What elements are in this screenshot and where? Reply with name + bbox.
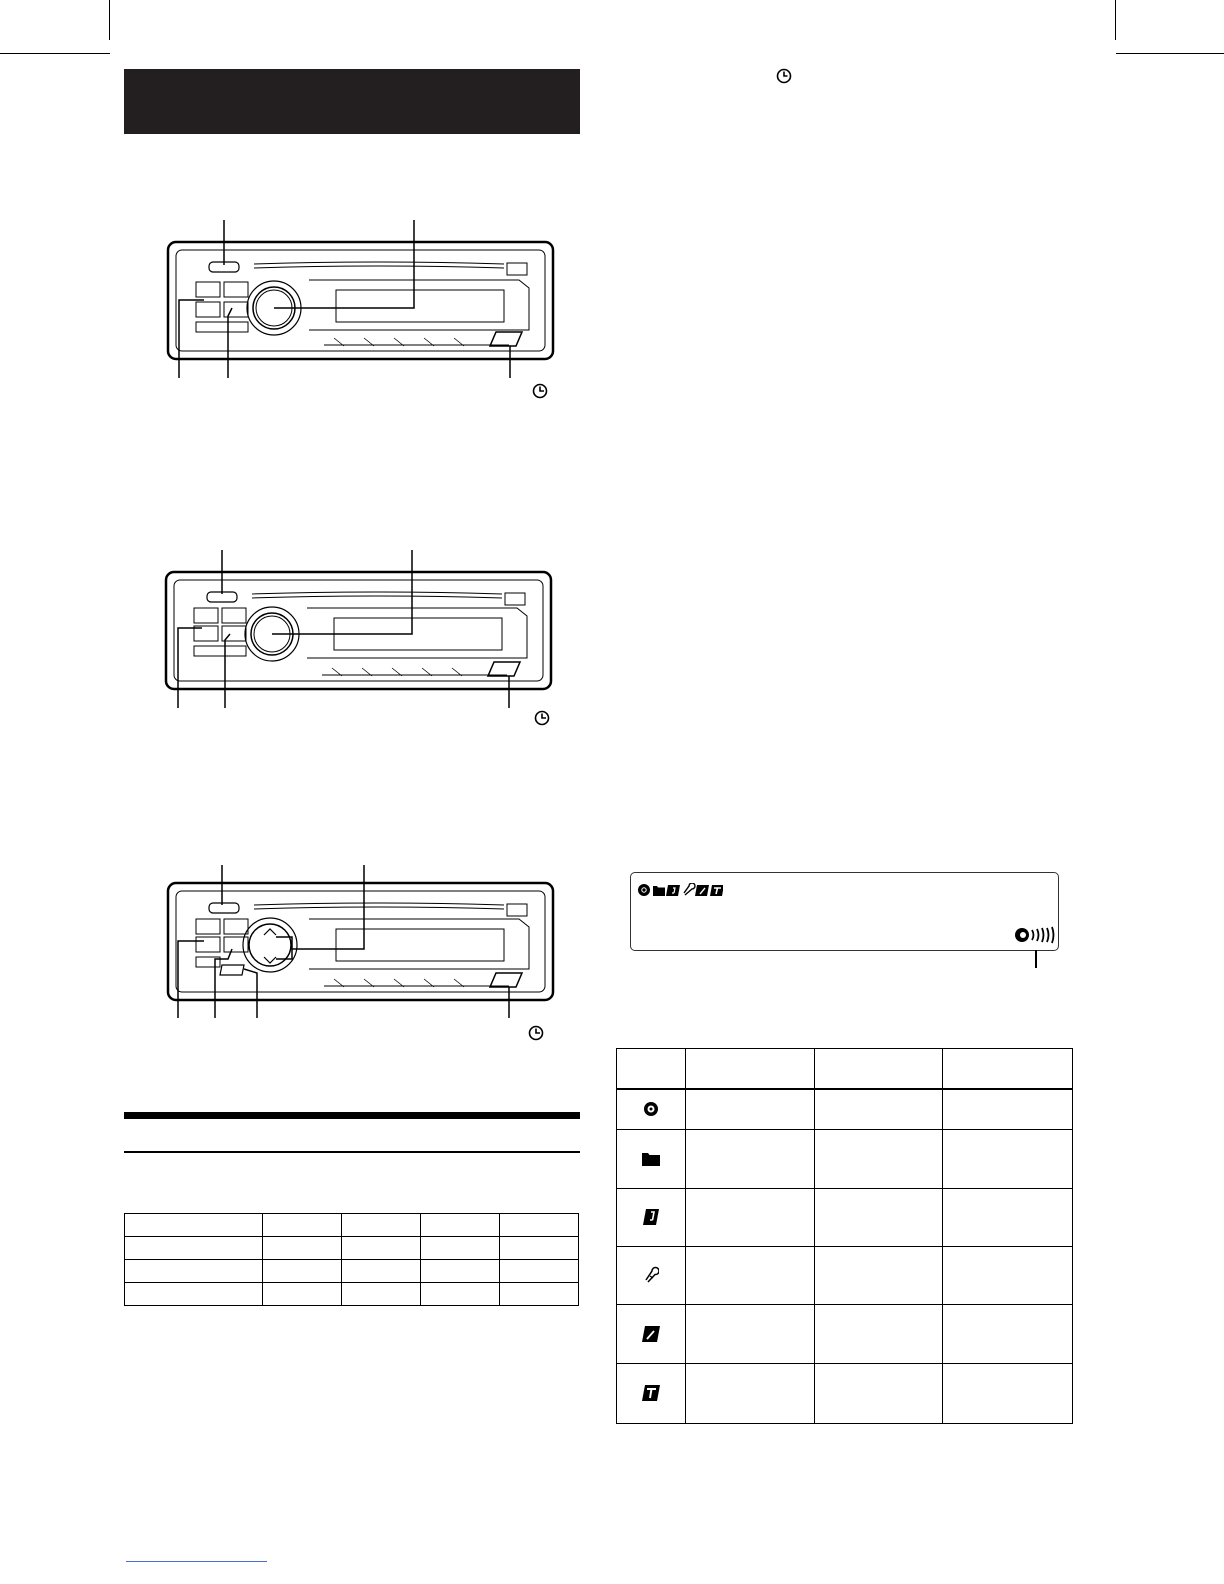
title-icon <box>617 1364 686 1424</box>
footer-link-underline <box>126 1561 267 1562</box>
table-cell <box>685 1364 814 1424</box>
folder-icon <box>617 1130 686 1189</box>
table-cell <box>125 1237 263 1260</box>
table-cell <box>263 1283 342 1306</box>
table-cell <box>421 1214 500 1237</box>
crop-mark-top-right-v <box>1115 0 1116 40</box>
clock-icon <box>776 68 792 84</box>
section-rule-thick <box>124 1112 580 1119</box>
radio-faceplate-3 <box>124 865 564 1060</box>
table-cell <box>500 1283 579 1306</box>
table-cell <box>421 1237 500 1260</box>
table-cell <box>814 1364 943 1424</box>
table-cell <box>500 1237 579 1260</box>
table-cell <box>342 1260 421 1283</box>
album-icon <box>617 1305 686 1364</box>
table-header-cell <box>814 1049 943 1089</box>
indicator-icon-table <box>616 1048 1073 1424</box>
artist-icon <box>617 1247 686 1305</box>
table-row <box>617 1130 1073 1189</box>
table-header-cell <box>617 1049 686 1089</box>
radio-faceplate-2 <box>122 550 562 740</box>
table-cell <box>814 1189 943 1247</box>
table-cell <box>943 1089 1073 1130</box>
table-cell <box>943 1364 1073 1424</box>
signal-callout-line <box>1035 950 1037 968</box>
table-cell <box>125 1214 263 1237</box>
table-cell <box>814 1130 943 1189</box>
lcd-display <box>630 872 1059 951</box>
table-cell <box>943 1305 1073 1364</box>
table-row <box>125 1260 579 1283</box>
settings-table <box>124 1213 579 1306</box>
song-icon <box>617 1189 686 1247</box>
table-cell <box>263 1214 342 1237</box>
table-row <box>617 1247 1073 1305</box>
table-cell <box>263 1260 342 1283</box>
table-cell <box>943 1130 1073 1189</box>
table-cell <box>814 1089 943 1130</box>
table-row <box>617 1305 1073 1364</box>
crop-mark-top-left-v <box>109 0 110 40</box>
table-cell <box>263 1237 342 1260</box>
table-header-row <box>617 1049 1073 1089</box>
crop-mark-top-left <box>0 53 110 54</box>
table-cell <box>685 1305 814 1364</box>
table-cell <box>943 1189 1073 1247</box>
radio-faceplate-1 <box>124 220 564 410</box>
table-row <box>125 1237 579 1260</box>
section-rule-thin <box>124 1151 580 1153</box>
table-row <box>125 1214 579 1237</box>
signal-icon <box>1014 926 1056 949</box>
table-cell <box>500 1260 579 1283</box>
table-header-cell <box>943 1049 1073 1089</box>
section-header-bar <box>124 69 580 134</box>
table-cell <box>421 1283 500 1306</box>
table-cell <box>342 1237 421 1260</box>
table-cell <box>685 1130 814 1189</box>
table-row <box>617 1364 1073 1424</box>
indicator-row <box>637 883 723 902</box>
table-cell <box>125 1260 263 1283</box>
table-cell <box>685 1189 814 1247</box>
table-row <box>125 1283 579 1306</box>
table-cell <box>685 1089 814 1130</box>
table-cell <box>943 1247 1073 1305</box>
table-row <box>617 1089 1073 1130</box>
table-cell <box>125 1283 263 1306</box>
disc-icon <box>617 1089 686 1130</box>
table-cell <box>685 1247 814 1305</box>
table-cell <box>500 1214 579 1237</box>
table-cell <box>342 1283 421 1306</box>
crop-mark-top-right <box>1116 53 1224 54</box>
table-cell <box>342 1214 421 1237</box>
table-cell <box>814 1247 943 1305</box>
table-cell <box>814 1305 943 1364</box>
table-header-cell <box>685 1049 814 1089</box>
table-cell <box>421 1260 500 1283</box>
table-row <box>617 1189 1073 1247</box>
